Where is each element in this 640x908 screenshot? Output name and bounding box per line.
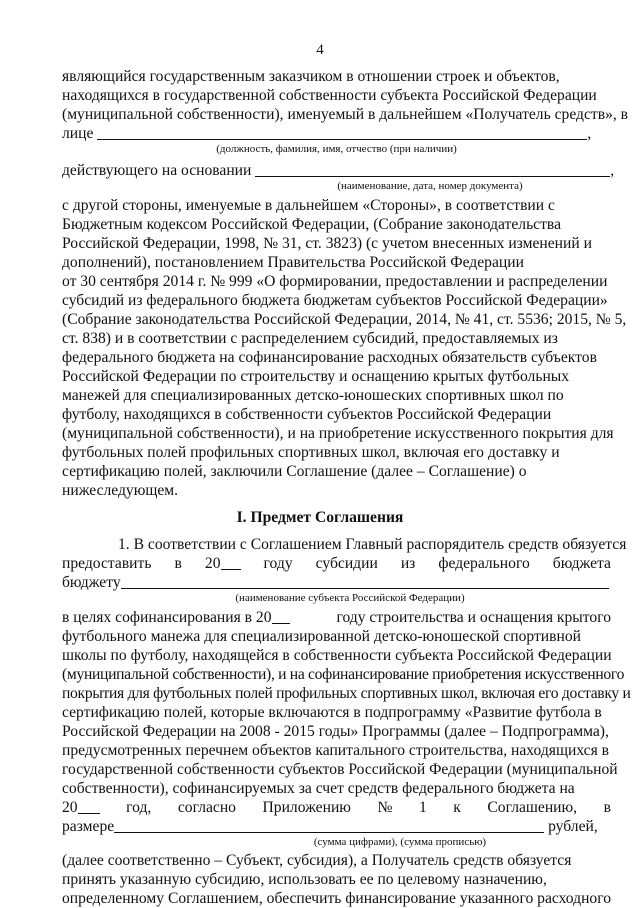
amount-line	[62, 818, 611, 836]
text-line: субсидий из федерального бюджета бюджетам субъектов Российской Федерации»	[62, 292, 608, 309]
text-fragment: Приложению	[262, 799, 351, 816]
text-fragment: 20	[62, 799, 78, 816]
text-line: манежей для специализированных детско-юношеских спортивных школ по	[62, 387, 564, 404]
text-line: (муниципальной собственности), и на софинансирование приобретения искусственного	[62, 666, 625, 683]
text-fragment: №	[377, 799, 393, 816]
text-fragment: ,	[587, 125, 592, 142]
text-line: Российской Федерации на 2008 - 2015 годы» Программы (далее – Подпрограмма),	[62, 723, 609, 740]
text-fragment: в целях софинансирования в 20	[62, 609, 272, 626]
fill-in-blank	[97, 125, 587, 140]
fill-in-blank	[121, 574, 609, 589]
purpose-line	[62, 609, 611, 627]
text-line: школы по футболу, находящейся в собственности субъекта Российской Федерации	[62, 647, 612, 664]
text-fragment: субсидии	[315, 555, 378, 572]
text-fragment: в	[603, 799, 611, 816]
basis-line	[62, 162, 615, 180]
text-fragment: год,	[126, 799, 152, 816]
text-line: с другой стороны, именуемые в дальнейшем «Стороны», в соответствии с	[62, 197, 555, 214]
text-fragment: рублей,	[548, 818, 598, 835]
text-fragment: согласно	[177, 799, 236, 816]
text-line: нижеследующем.	[62, 482, 179, 499]
text-fragment: бюджету	[62, 574, 121, 591]
text-fragment: размере	[62, 818, 115, 835]
text-fragment: в	[174, 555, 182, 572]
text-line: (Собрание законодательства Российской Федерации, 2014, № 41, ст. 5536; 2015, № 5,	[62, 311, 627, 328]
fill-in-blank	[272, 609, 290, 624]
text-line: покрытия для футбольных полей профильных спортивных школ, включая его доставку и	[62, 685, 631, 702]
text-line: федерального бюджета на софинансирование расходных обязательств субъектов	[62, 349, 597, 366]
field-caption: (должность, фамилия, имя, отчество (при наличии)	[216, 143, 457, 155]
budget-line	[62, 574, 611, 592]
text-fragment: действующего на основании	[62, 162, 252, 179]
text-fragment: году	[263, 555, 293, 572]
text-line: дополнений), постановлением Правительства Российской Федерации	[62, 254, 524, 271]
fill-in-blank	[78, 799, 100, 814]
text-line: сертификацию полей, заключили Соглашение (далее – Соглашение) о	[62, 463, 527, 480]
field-caption: (наименование субъекта Российской Федерации)	[235, 592, 465, 604]
text-fragment: федерального	[438, 555, 530, 572]
field-caption: (сумма цифрами), (сумма прописью)	[313, 836, 487, 848]
representative-line	[62, 125, 611, 143]
text-fragment: бюджета	[552, 555, 611, 572]
section-heading: I. Предмет Соглашения	[236, 509, 404, 526]
text-fragment: предоставить	[62, 555, 152, 572]
text-fragment: 1	[418, 799, 427, 816]
text-fragment: лице	[62, 125, 94, 142]
provide-line	[62, 555, 611, 573]
text-line: Российской Федерации, 1998, № 31, ст. 3823) (с учетом внесенных изменений и	[62, 235, 592, 252]
field-caption: (наименование, дата, номер документа)	[337, 180, 523, 192]
fill-in-blank	[221, 555, 241, 570]
text-fragment: из	[400, 555, 416, 572]
text-line: от 30 сентября 2014 г. № 999 «О формировании, предоставлении и распределении	[62, 273, 608, 290]
text-fragment: Соглашению,	[487, 799, 578, 816]
text-line: (муниципальной собственности), именуемый в дальнейшем «Получатель средств», в	[62, 106, 629, 123]
text-fragment: к	[453, 799, 461, 816]
text-line: 1. В соответствии с Соглашением Главный распорядитель средств обязуется	[118, 536, 627, 553]
year-appendix-line	[62, 799, 611, 817]
text-line: ст. 838) и в соответствии с распределением субсидий, предоставляемых из	[62, 330, 558, 347]
page-number: 4	[316, 42, 324, 58]
text-line: футболу, находящихся в собственности субъектов Российской Федерации	[62, 406, 552, 423]
text-line: футбольных полей профильных спортивных школ, включая его доставку и	[62, 444, 560, 461]
text-line: Бюджетным кодексом Российской Федерации, (Собрание законодательства	[62, 216, 561, 233]
text-line: сертификацию полей, которые включаются в подпрограмму «Развитие футбола в	[62, 704, 602, 721]
text-fragment: 20	[204, 555, 221, 572]
text-line: собственности), софинансируемых за счет средств федерального бюджета на	[62, 780, 575, 797]
fill-in-blank	[255, 162, 610, 177]
text-line: предусмотренных перечнем объектов капитального строительства, находящихся в	[62, 742, 610, 759]
text-line: Российской Федерации по строительству и оснащению крытых футбольных	[62, 368, 570, 385]
text-line: футбольного манежа для специализированной детско-юношеской спортивной	[62, 628, 581, 645]
year-field	[62, 609, 290, 627]
text-line: определенному Соглашением, обеспечить финансирование указанного расходного	[62, 890, 612, 907]
text-line: государственной собственности субъектов Российской Федерации (муниципальной	[62, 761, 618, 778]
fill-in-blank	[114, 818, 544, 833]
text-fragment: ,	[610, 162, 615, 179]
year-field	[62, 799, 100, 817]
text-line: (муниципальной собственности), и на приобретение искусственного покрытия для	[62, 425, 614, 442]
text-line: являющийся государственным заказчиком в отношении строек и объектов,	[62, 68, 560, 85]
text-line: (далее соответственно – Субъект, субсидия), а Получатель средств обязуется	[62, 852, 572, 869]
year-field	[205, 555, 241, 573]
text-line: находящихся в государственной собственности субъекта Российской Федерации	[62, 87, 597, 104]
text-line: принять указанную субсидию, использовать ее по целевому назначению,	[62, 871, 547, 888]
text-fragment: году строительства и оснащения крытого	[336, 609, 611, 626]
